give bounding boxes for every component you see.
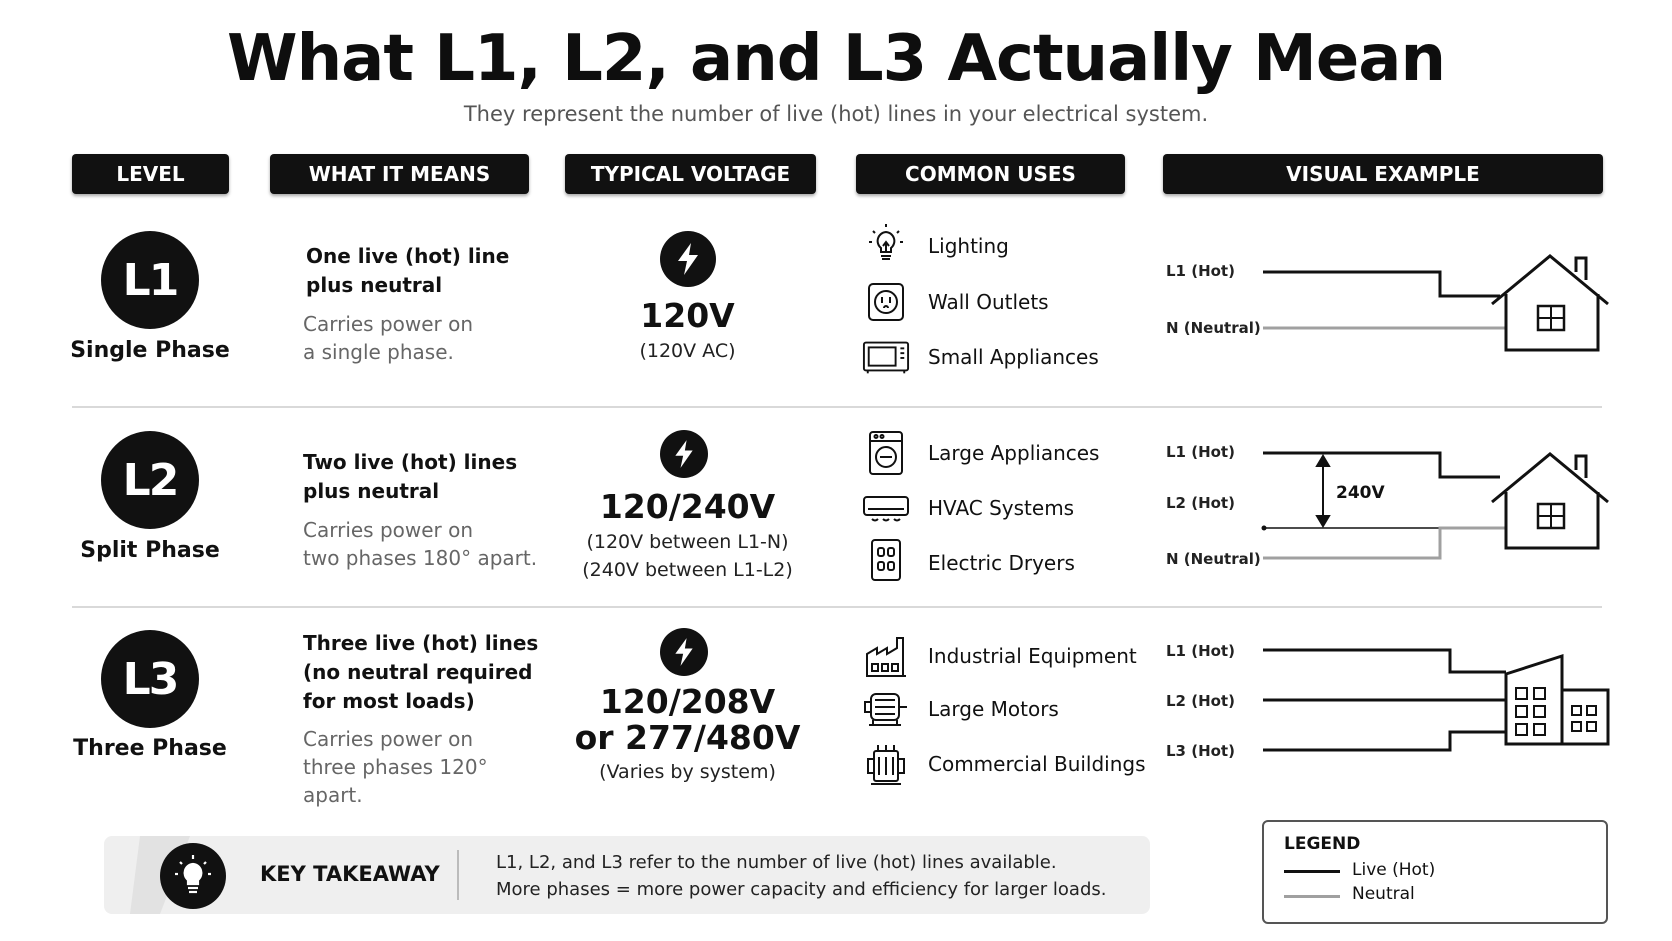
line-label: L1 (Hot) — [1166, 443, 1235, 461]
level-badge-l1: L1 — [101, 231, 199, 329]
line-label: L2 (Hot) — [1166, 692, 1235, 710]
line-label: L1 (Hot) — [1166, 262, 1235, 280]
level-badge-l2: L2 — [101, 431, 199, 529]
use-label: Commercial Buildings — [928, 752, 1146, 776]
lightbulb-icon — [862, 224, 910, 264]
bolt-icon — [660, 231, 716, 287]
bolt-icon — [660, 430, 708, 478]
takeaway-label: KEY TAKEAWAY — [260, 862, 440, 886]
legend-swatch-neutral — [1284, 895, 1340, 898]
use-label: Electric Dryers — [928, 551, 1075, 575]
line-label: L1 (Hot) — [1166, 642, 1235, 660]
level-name: Split Phase — [80, 538, 220, 563]
row-divider — [72, 606, 1602, 608]
use-label: Large Motors — [928, 697, 1059, 721]
voltage-value: 120/208V or 277/480V — [574, 682, 801, 757]
legend-item-label: Neutral — [1352, 884, 1415, 904]
header-level: LEVEL — [72, 154, 229, 194]
factory-icon — [862, 632, 910, 678]
use-label: Wall Outlets — [928, 290, 1049, 314]
legend-item-label: Live (Hot) — [1352, 860, 1436, 880]
dryer-icon — [862, 538, 910, 582]
meaning-description: Carries power on three phases 120° apart. — [303, 727, 488, 807]
outlet-icon — [862, 282, 910, 322]
voltage-note: (Varies by system) — [599, 761, 776, 783]
legend-swatch-hot — [1284, 870, 1340, 873]
voltage-note: (120V AC) — [639, 340, 736, 362]
microwave-icon — [862, 337, 910, 377]
takeaway-text: L1, L2, and L3 refer to the number of live (hot) lines available. More phases = more power capacity and efficiency for larger loads. — [496, 852, 1107, 900]
line-label: L2 (Hot) — [1166, 494, 1235, 512]
use-label: Small Appliances — [928, 345, 1099, 369]
washer-icon — [862, 430, 910, 476]
page-subtitle: They represent the number of live (hot) lines in your electrical system. — [463, 102, 1209, 126]
line-label: L3 (Hot) — [1166, 742, 1235, 760]
page-title: What L1, L2, and L3 Actually Mean — [227, 22, 1445, 96]
header-what-it-means: WHAT IT MEANS — [270, 154, 529, 194]
use-label: HVAC Systems — [928, 496, 1075, 520]
line-label: N (Neutral) — [1166, 319, 1261, 337]
meaning-summary: Three live (hot) lines (no neutral required for most loads) — [303, 631, 539, 713]
level-badge-l3: L3 — [101, 630, 199, 728]
bolt-icon — [660, 628, 708, 676]
voltage-value: 120/240V — [599, 487, 776, 526]
takeaway-divider — [457, 850, 459, 900]
meaning-summary: Two live (hot) lines plus neutral — [303, 450, 518, 503]
header-common-uses: COMMON USES — [856, 154, 1125, 194]
voltage-value: 120V — [640, 296, 735, 335]
header-typical-voltage: TYPICAL VOLTAGE — [565, 154, 816, 194]
use-label: Lighting — [928, 234, 1009, 258]
three-phase-diagram — [1260, 640, 1610, 760]
split-phase-diagram — [1260, 440, 1610, 570]
motor-icon — [862, 688, 910, 728]
use-label: Large Appliances — [928, 441, 1100, 465]
voltage-note: (120V between L1-N) (240V between L1-L2) — [582, 531, 793, 581]
meaning-summary: One live (hot) line plus neutral — [306, 244, 510, 297]
use-label: Industrial Equipment — [928, 644, 1137, 668]
voltage-span-label: 240V — [1336, 483, 1385, 503]
header-visual-example: VISUAL EXAMPLE — [1163, 154, 1603, 194]
meaning-description: Carries power on a single phase. — [303, 312, 474, 364]
level-name: Three Phase — [73, 736, 227, 761]
single-phase-diagram — [1260, 250, 1610, 360]
legend-title: LEGEND — [1284, 834, 1361, 854]
level-name: Single Phase — [70, 338, 230, 363]
hvac-icon — [862, 490, 910, 530]
transformer-icon — [862, 743, 910, 787]
meaning-description: Carries power on two phases 180° apart. — [303, 518, 538, 570]
line-label: N (Neutral) — [1166, 550, 1261, 568]
row-divider — [72, 406, 1602, 408]
lightbulb-icon — [160, 843, 226, 909]
legend-box — [1262, 820, 1608, 924]
